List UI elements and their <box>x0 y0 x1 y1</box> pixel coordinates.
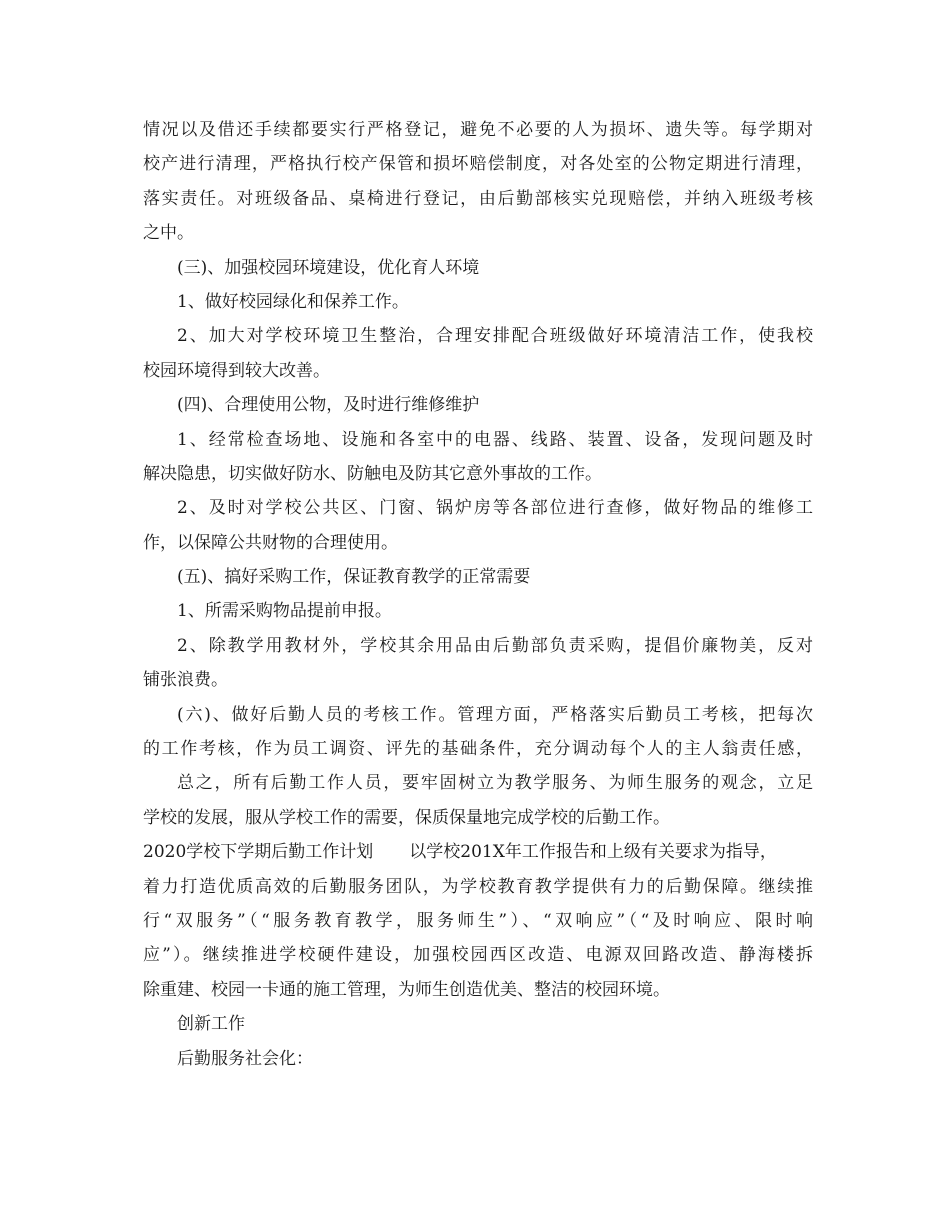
section-heading: (六)、做好后勤人员的考核工作。管理方面，严格落实后勤员工考核，把每次 <box>177 704 813 725</box>
list-item: 1、所需采购物品提前申报。 <box>177 601 392 622</box>
paragraph-line: 落实责任。对班级备品、桌椅进行登记，由后勤部核实兑现赔偿，并纳入班级考核 <box>143 188 813 209</box>
list-item: 1、经常检查场地、设施和各室中的电器、线路、装置、设备，发现问题及时 <box>177 429 813 450</box>
section-heading: (五)、搞好采购工作，保证教育教学的正常需要 <box>177 567 531 588</box>
paragraph-line: 除重建、校园一卡通的施工管理，为师生创造优美、整洁的校园环境。 <box>143 979 670 1000</box>
section-heading: 创新工作 <box>177 1014 245 1035</box>
paragraph-line: 学校的发展，服从学校工作的需要，保质保量地完成学校的后勤工作。 <box>143 807 670 828</box>
list-item: 2、及时对学校公共区、门窗、锅炉房等各部位进行查修，做好物品的维修工 <box>177 498 813 519</box>
plan-intro: 以学校201X年工作报告和上级有关要求为指导， <box>409 842 777 863</box>
paragraph-line: 校产进行清理，严格执行校产保管和损坏赔偿制度，对各处室的公物定期进行清理， <box>143 154 813 175</box>
paragraph-line: 着力打造优质高效的后勤服务团队，为学校教育教学提供有力的后勤保障。继续推 <box>143 876 813 897</box>
paragraph-line: 之中。 <box>143 223 194 244</box>
section-heading: (四)、合理使用公物，及时进行维修维护 <box>177 395 480 416</box>
title-line <box>143 835 813 869</box>
section-heading: (三)、加强校园环境建设，优化育人环境 <box>177 257 480 278</box>
list-item: 2、加大对学校环境卫生整治，合理安排配合班级做好环境清洁工作，使我校 <box>177 326 813 347</box>
plan-title: 2020学校下学期后勤工作计划 <box>143 842 374 863</box>
paragraph-line: 铺张浪费。 <box>143 670 228 691</box>
paragraph-line: 应”）。继续推进学校硬件建设，加强校园西区改造、电源双回路改造、静海楼拆 <box>143 945 813 966</box>
paragraph-line: 情况以及借还手续都要实行严格登记，避免不必要的人为损坏、遗失等。每学期对 <box>143 120 813 140</box>
paragraph-line: 作，以保障公共财物的合理使用。 <box>143 532 398 553</box>
list-item: 1、做好校园绿化和保养工作。 <box>177 291 409 312</box>
paragraph-line: 校园环境得到较大改善。 <box>143 360 330 381</box>
paragraph-line: 行“双服务”（“服务教育教学，服务师生”）、“双响应”（“及时响应、限时响 <box>143 910 813 931</box>
paragraph-line: 解决隐患，切实做好防水、防触电及防其它意外事故的工作。 <box>143 463 602 484</box>
paragraph-line: 总之，所有后勤工作人员，要牢固树立为教学服务、为师生服务的观念，立足 <box>177 773 813 794</box>
section-heading: 后勤服务社会化： <box>177 1048 313 1069</box>
paragraph-line: 的工作考核，作为员工调资、评先的基础条件，充分调动每个人的主人翁责任感， <box>143 739 813 760</box>
list-item: 2、除教学用教材外，学校其余用品由后勤部负责采购，提倡价廉物美，反对 <box>177 635 813 656</box>
document-body <box>143 113 813 1076</box>
